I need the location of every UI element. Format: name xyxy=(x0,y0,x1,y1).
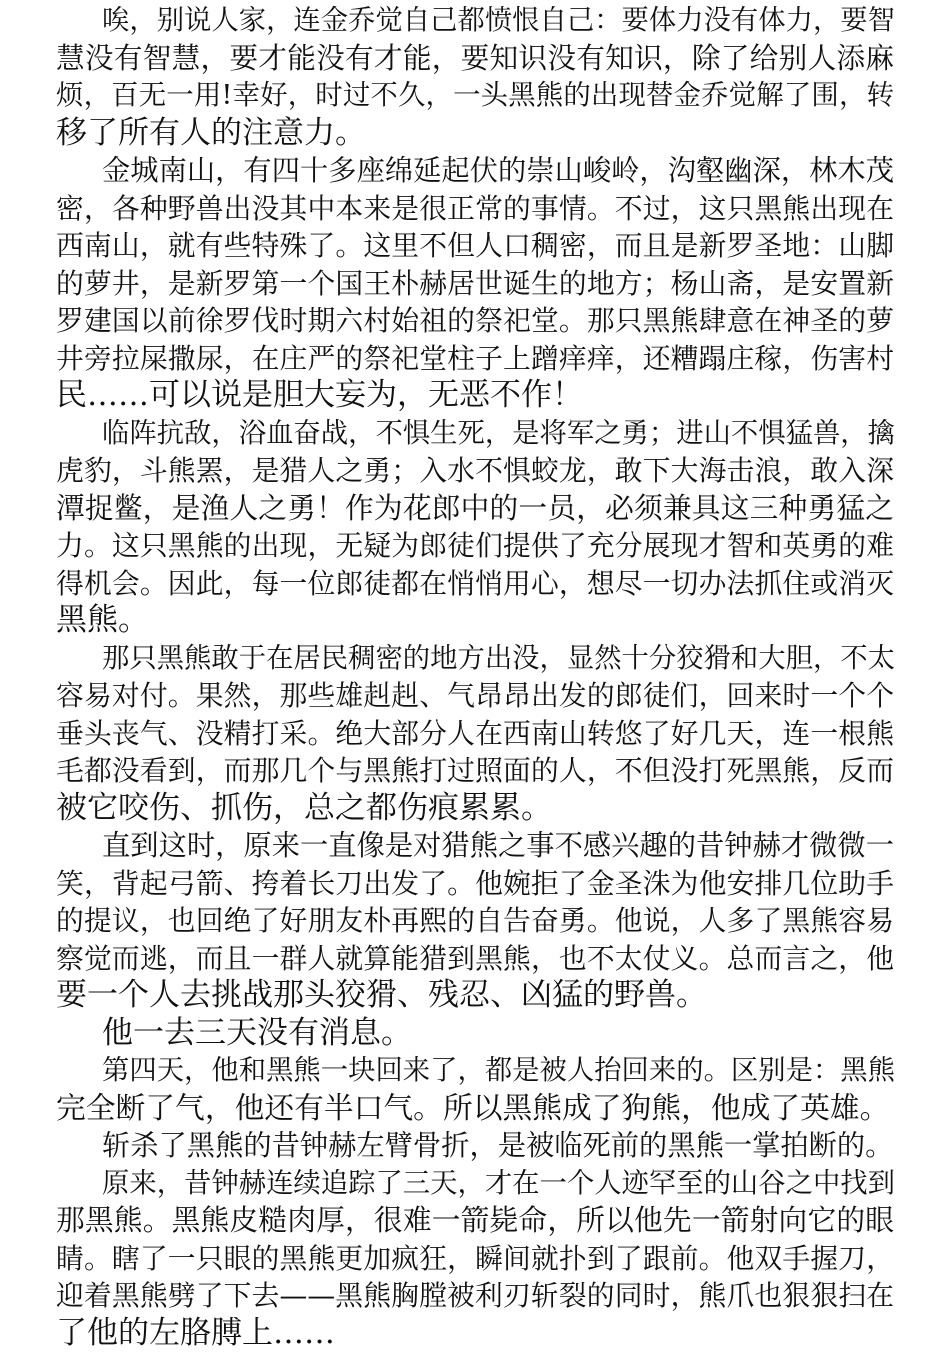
text-line: 密，各种野兽出没其中本来是很正常的事情。不过，这只黑熊出现在 xyxy=(56,190,894,228)
text-line: 要一个人去挑战那头狡猾、残忍、凶猛的野兽。 xyxy=(56,977,894,1015)
text-line: 西南山，就有些特殊了。这里不但人口稠密，而且是新罗圣地：山脚 xyxy=(56,227,894,265)
text-line: 金城南山，有四十多座绵延起伏的崇山峻岭，沟壑幽深，林木茂 xyxy=(56,152,894,190)
text-line: 烦，百无一用!幸好，时过不久，一头黑熊的出现替金乔觉解了围，转 xyxy=(56,77,894,115)
text-line: 迎着黑熊劈了下去——黑熊胸膛被利刃斩裂的同时，熊爪也狠狠扫在 xyxy=(56,1277,894,1315)
text-line: 慧没有智慧，要才能没有才能，要知识没有知识，除了给别人添麻 xyxy=(56,40,894,78)
text-line: 睛。瞎了一只眼的黑熊更加疯狂，瞬间就扑到了跟前。他双手握刀， xyxy=(56,1240,894,1278)
text-line: 笑，背起弓箭、挎着长刀出发了。他婉拒了金圣洙为他安排几位助手 xyxy=(56,865,894,903)
text-line: 完全断了气，他还有半口气。所以黑熊成了狗熊，他成了英雄。 xyxy=(56,1090,894,1128)
text-line: 临阵抗敌，浴血奋战，不惧生死，是将军之勇；进山不惧猛兽，擒 xyxy=(56,415,894,453)
text-line: 那只黑熊敢于在居民稠密的地方出没，显然十分狡猾和大胆，不太 xyxy=(56,640,894,678)
text-line: 斩杀了黑熊的昔钟赫左臂骨折，是被临死前的黑熊一掌拍断的。 xyxy=(56,1127,894,1165)
text-line: 垂头丧气、没精打采。绝大部分人在西南山转悠了好几天，连一根熊 xyxy=(56,715,894,753)
text-line: 被它咬伤、抓伤，总之都伤痕累累。 xyxy=(56,790,894,828)
text-line: 的提议，也回绝了好朋友朴再熙的自告奋勇。他说，人多了黑熊容易 xyxy=(56,902,894,940)
text-line: 得机会。因此，每一位郎徒都在悄悄用心，想尽一切办法抓住或消灭 xyxy=(56,565,894,603)
text-line: 原来，昔钟赫连续追踪了三天，才在一个人迹罕至的山谷之中找到 xyxy=(56,1165,894,1203)
text-line: 虎豹，斗熊罴，是猎人之勇；入水不惧蛟龙，敢下大海击浪，敢入深 xyxy=(56,452,894,490)
text-line: 那黑熊。黑熊皮糙肉厚，很难一箭毙命，所以他先一箭射向它的眼 xyxy=(56,1202,894,1240)
text-line: 毛都没看到，而那几个与黑熊打过照面的人，不但没打死黑熊，反而 xyxy=(56,752,894,790)
text-line: 他一去三天没有消息。 xyxy=(56,1015,894,1053)
text-line: 潭捉鳖，是渔人之勇！作为花郎中的一员，必须兼具这三种勇猛之 xyxy=(56,490,894,528)
text-line: 力。这只黑熊的出现，无疑为郎徒们提供了充分展现才智和英勇的难 xyxy=(56,527,894,565)
text-line: 民……可以说是胆大妄为，无恶不作！ xyxy=(56,377,894,415)
body-text xyxy=(56,2,894,1352)
text-line: 第四天，他和黑熊一块回来了，都是被人抬回来的。区别是：黑熊 xyxy=(56,1052,894,1090)
text-line: 容易对付。果然，那些雄赳赳、气昂昂出发的郎徒们，回来时一个个 xyxy=(56,677,894,715)
text-line: 罗建国以前徐罗伐时期六村始祖的祭祀堂。那只黑熊肆意在神圣的萝 xyxy=(56,302,894,340)
text-line: 察觉而逃，而且一群人就算能猎到黑熊，也不太仗义。总而言之，他 xyxy=(56,940,894,978)
text-line: 移了所有人的注意力。 xyxy=(56,115,894,153)
text-line: 了他的左胳膊上…… xyxy=(56,1315,894,1352)
text-line: 井旁拉屎撒尿，在庄严的祭祀堂柱子上蹭痒痒，还糟蹋庄稼，伤害村 xyxy=(56,340,894,378)
text-line: 直到这时，原来一直像是对猎熊之事不感兴趣的昔钟赫才微微一 xyxy=(56,827,894,865)
text-line: 唉，别说人家，连金乔觉自己都愤恨自己：要体力没有体力，要智 xyxy=(56,2,894,40)
text-line: 黑熊。 xyxy=(56,602,894,640)
text-line: 的萝井，是新罗第一个国王朴赫居世诞生的地方；杨山斋，是安置新 xyxy=(56,265,894,303)
